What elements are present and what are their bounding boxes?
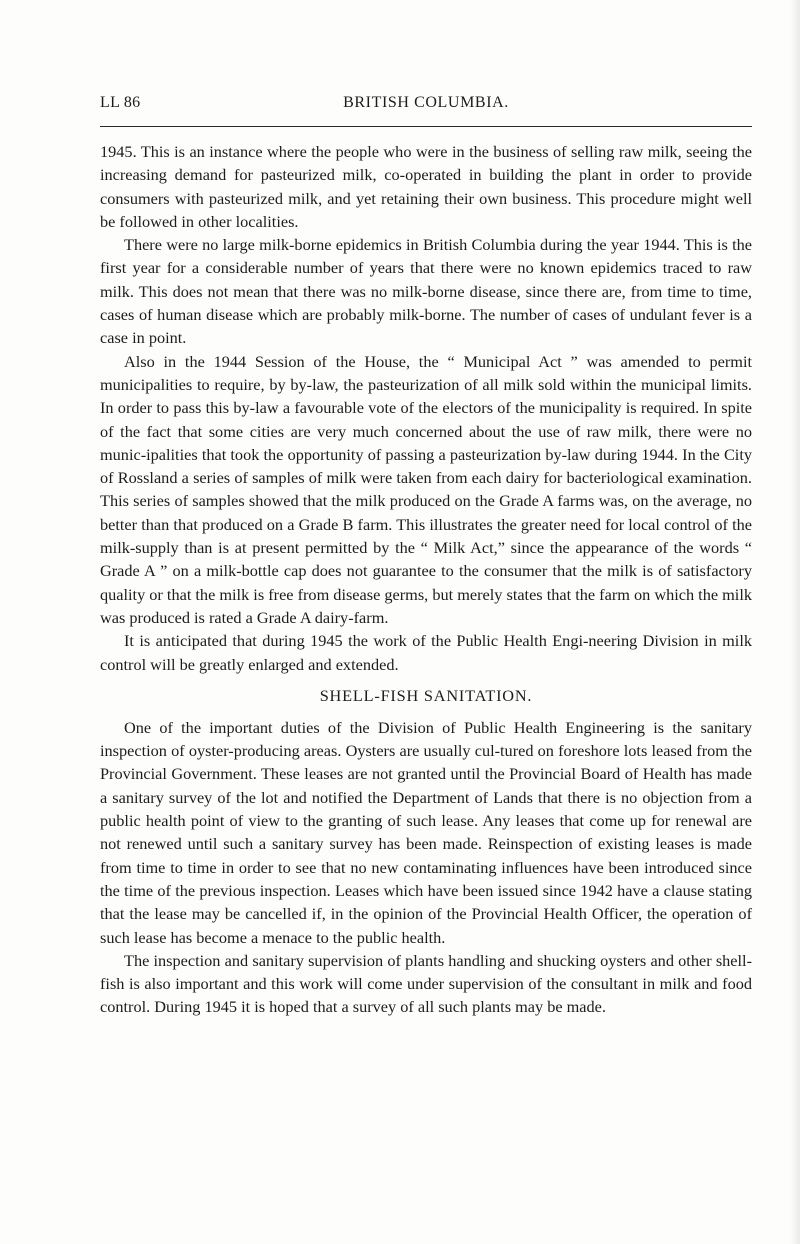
paragraph-municipal-act: Also in the 1944 Session of the House, the “ Municipal Act ” was amended to permit municipalities to require, by by-law, the pasteurization of all milk sold within the municipal limits. In order to pass this by-law a favourable vote of the electors of the municipality is required. In spite of the fact that some cities are very much concerned about the use of raw milk, there were no munic-ipalities that took the opportunity of passing a pasteurization by-law during 1944. In the City of Rossland a series of samples of milk were taken from each dairy for bacteriological examination. This series of samples showed that the milk produced on the Grade A farms was, on the average, no better than that produced on a Grade B farm. This illustrates the greater need for local control of the milk-supply than is at present permitted by the “ Milk Act,” since the appearance of the words “ Grade A ” on a milk-bottle cap does not guarantee to the consumer that the milk is of satisfactory quality or that the milk is free from disease germs, but merely states that the farm on which the milk was produced is rated a Grade A dairy-farm. [100, 351, 752, 627]
page-number: LL 86 [100, 94, 141, 111]
section-heading: SHELL-FISH SANITATION. [319, 685, 533, 705]
running-title: BRITISH COLUMBIA. [343, 94, 509, 111]
paragraph-continuation: 1945. This is an instance where the people who were in the business of selling raw milk, seeing the increasing demand for pasteurized milk, co-operated in building the plant in order to provide consumers with pasteurized milk, and yet retaining their own business. This procedure might well be followed in other localities. [100, 142, 752, 231]
paragraph-anticipated-work: It is anticipated that during 1945 the work of the Public Health Engi-neering Division in milk control will be greatly enlarged and extended. [100, 631, 752, 674]
body-text [100, 140, 752, 1019]
running-header [100, 94, 752, 116]
header-rule [100, 126, 752, 127]
paragraph-shellfish-plants: The inspection and sanitary supervision of plants handling and shucking oysters and other shell-fish is also important and this work will come under supervision of the consultant in milk and food control. During 1945 it is hoped that a survey of all such plants may be made. [100, 950, 752, 1017]
paragraph-oyster-inspection: One of the important duties of the Division of Public Health Engineering is the sanitary inspection of oyster-producing areas. Oysters are usually cul-tured on foreshore lots leased from the Provincial Government. These leases are not granted until the Provincial Board of Health has made a sanitary survey of the lot and notified the Department of Lands that there is no objection from a public health point of view to the granting of such lease. Any leases that come up for renewal are not renewed until such a sanitary survey has been made. Reinspection of existing leases is made from time to time in order to see that no new contaminating influences have been introduced since the time of the previous inspection. Leases which have been issued since 1942 have a clause stating that the lease may be cancelled if, in the opinion of the Provincial Health Officer, the operation of such lease has become a menace to the public health. [100, 717, 752, 947]
page-edge-shadow [790, 0, 800, 1244]
paragraph-epidemics: There were no large milk-borne epidemics in British Columbia during the year 1944. This is the first year for a considerable number of years that there were no known epidemics traced to raw milk. This does not mean that there was no milk-borne disease, since there are, from time to time, cases of human disease which are probably milk-borne. The number of cases of undulant fever is a case in point. [100, 235, 752, 348]
